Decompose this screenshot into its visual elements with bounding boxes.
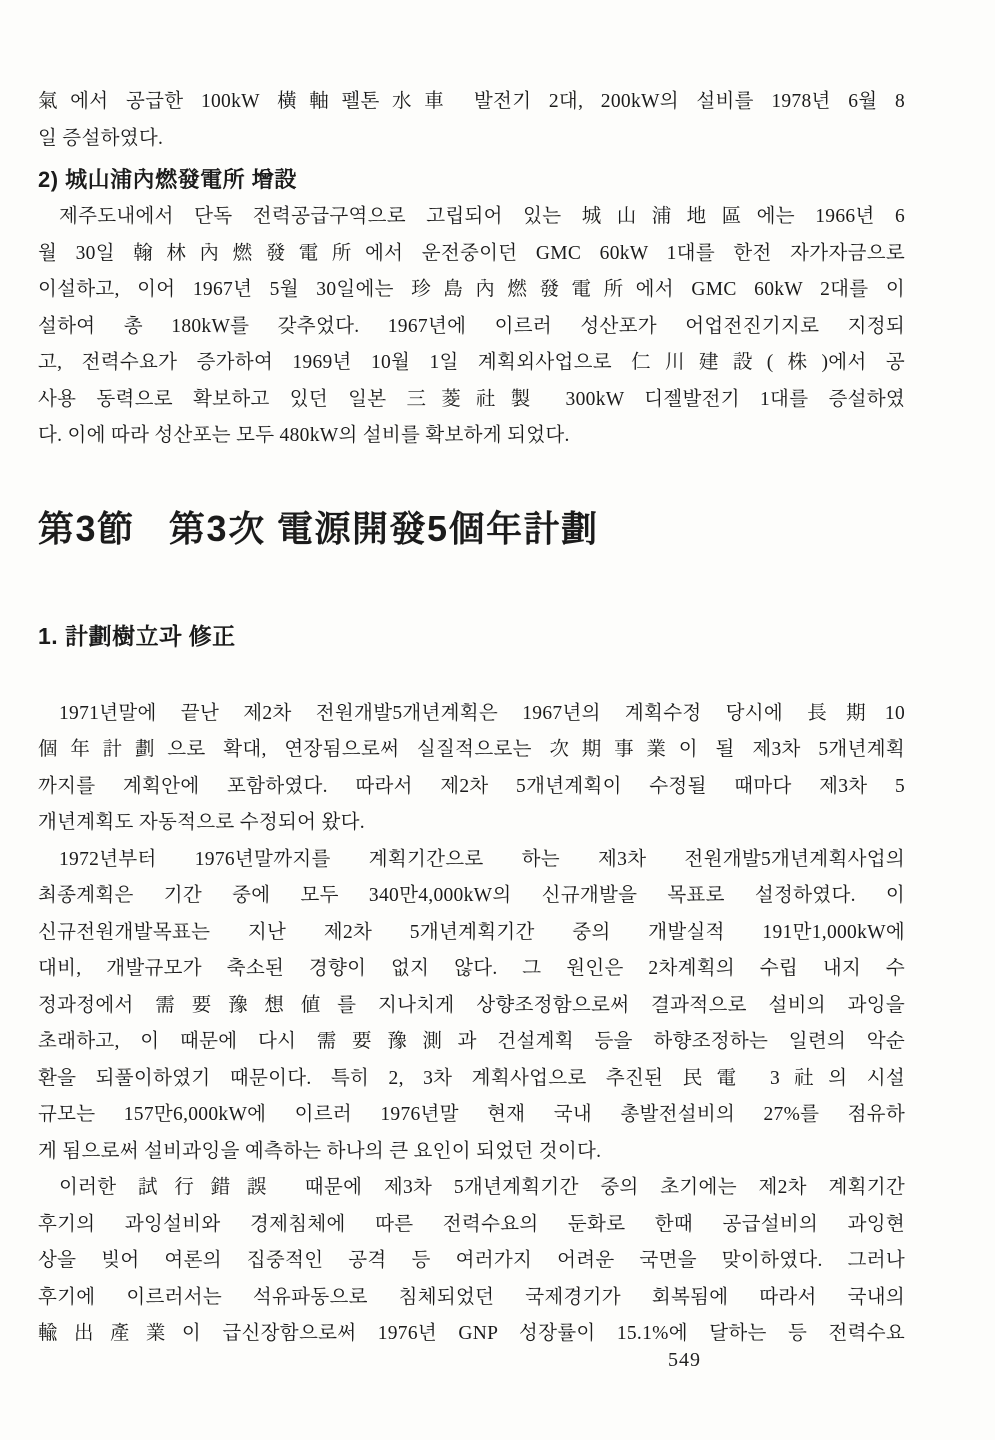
body-paragraph-2 (38, 842, 905, 1171)
body-paragraph-1 (38, 696, 905, 842)
text-line: 대비, 개발규모가 축소된 경향이 없지 않다. 그 원인은 2차계획의 수립 내지 수 (38, 958, 905, 979)
text-line: 까지를 계획안에 포함하였다. 따라서 제2차 5개년계획이 수정될 때마다 제3차 5 (38, 775, 905, 797)
text-line: 개년계획도 자동적으로 수정되어 왔다. (38, 812, 365, 833)
subsection-heading: 2) 城山浦內燃發電所 增設 (38, 167, 297, 192)
numbered-heading: 1. 計劃樹立과 修正 (38, 622, 236, 649)
text-line: 정과정에서 需要豫想値를 지나치게 상향조정함으로써 결과적으로 설비의 과잉을 (38, 994, 905, 1016)
text-line: 이설하고, 이어 1967년 5월 30일에는 珍島內燃發電所에서 GMC 60kW 2대를 이 (38, 279, 905, 300)
text-line: 고, 전력수요가 증가하여 1969년 10월 1일 계획외사업으로 仁川建設(株)에서 공 (38, 352, 905, 373)
text-line: 신규전원개발목표는 지난 제2차 5개년계획기간 중의 개발실적 191만1,000kW에 (38, 921, 905, 943)
text-line: 다. 이에 따라 성산포는 모두 480kW의 설비를 확보하게 되었다. (38, 425, 570, 446)
text-line: 個年計劃으로 확대, 연장됨으로써 실질적으로는 次期事業이 될 제3차 5개년계획 (38, 739, 905, 760)
text-line: 후기의 과잉설비와 경제침체에 따른 전력수요의 둔화로 한때 공급설비의 과잉현 (38, 1213, 905, 1235)
text-line: 최종계획은 기간 중에 모두 340만4,000kW의 신규개발을 목표로 설정하였다. 이 (38, 885, 905, 906)
text-line: 1971년말에 끝난 제2차 전원개발5개년계획은 1967년의 계획수정 당시에 長期10 (59, 702, 905, 724)
text-line: 환을 되풀이하였기 때문이다. 특히 2, 3차 계획사업으로 추진된 民電 3社의 시설 (38, 1067, 905, 1089)
page-number: 549 (668, 1349, 701, 1371)
text-line: 규모는 157만6,000kW에 이르러 1976년말 현재 국내 총발전설비의 27%를 점유하 (38, 1104, 905, 1125)
body-paragraph-3 (38, 1170, 905, 1353)
text-line: 후기에 이르러서는 석유파동으로 침체되었던 국제경기가 회복됨에 따라서 국내의 (38, 1286, 905, 1308)
text-line: 월 30일 翰林內燃發電所에서 운전중이던 GMC 60kW 1대를 한전 자가자금으로 (38, 242, 905, 264)
text-line: 氣에서 공급한 100kW 橫軸펠톤水車 발전기 2대, 200kW의 설비를 1978년 6월 8 (38, 91, 905, 112)
text-line: 제주도내에서 단독 전력공급구역으로 고립되어 있는 城山浦地區에는 1966년 6 (59, 206, 905, 227)
text-line: 이러한 試行錯誤 때문에 제3차 5개년계획기간 중의 초기에는 제2차 계획기간 (59, 1177, 905, 1198)
text-line: 초래하고, 이 때문에 다시 需要豫測과 건설계획 등을 하향조정하는 일련의 악순 (38, 1031, 905, 1052)
text-line: 輸出產業이 급신장함으로써 1976년 GNP 성장률이 15.1%에 달하는 등 전력수요 (38, 1323, 905, 1344)
subsection-body (38, 199, 905, 455)
text-line: 설하여 총 180kW를 갖추었다. 1967년에 이르러 성산포가 어업전진기지로 지정되 (38, 315, 905, 337)
section-title: 第3節 第3次 電源開發5個年計劃 (38, 507, 599, 549)
text-line: 상을 빚어 여론의 집중적인 공격 등 여러가지 어려운 국면을 맞이하였다. 그러나 (38, 1250, 905, 1271)
text-line: 게 됨으로써 설비과잉을 예측하는 하나의 큰 요인이 되었던 것이다. (38, 1140, 602, 1162)
intro-continuation (38, 84, 905, 157)
text-line: 일 증설하였다. (38, 127, 164, 149)
text-line: 사용 동력으로 확보하고 있던 일본 三菱社製 300kW 디젤발전기 1대를 증설하였 (38, 388, 905, 410)
text-line: 1972년부터 1976년말까지를 계획기간으로 하는 제3차 전원개발5개년계획사업의 (59, 848, 905, 870)
